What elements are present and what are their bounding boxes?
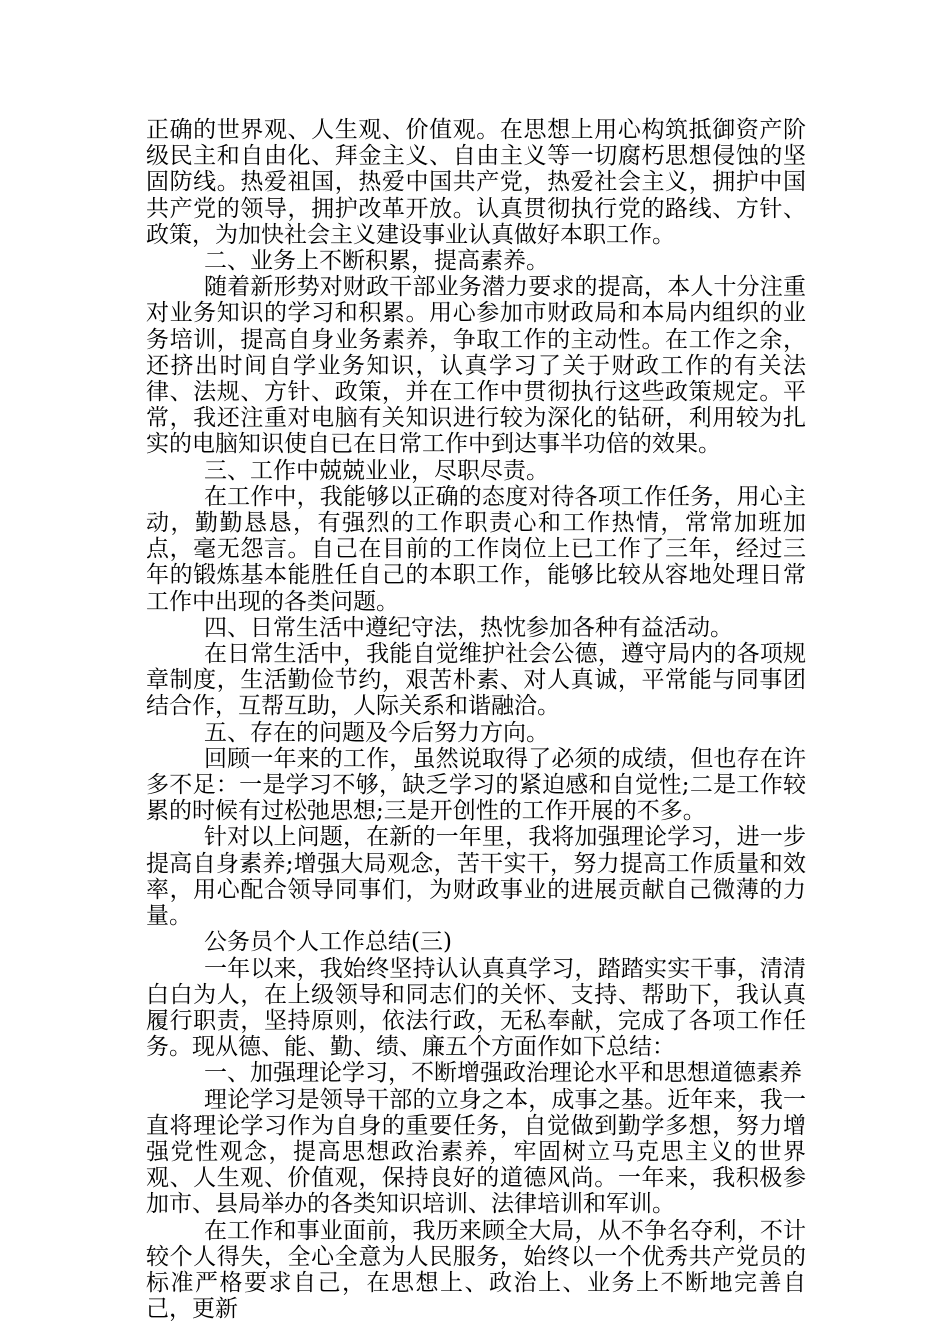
paragraph-7: 在日常生活中，我能自觉维护社会公德，遵守局内的各项规章制度，生活勤俭节约，艰苦朴素、对人真诚，平常能与同事团结合作，互帮互助，人际关系和谐融洽。	[146, 641, 806, 720]
paragraph-15: 在工作和事业面前，我历来顾全大局，从不争名夺利，不计较个人得失，全心全意为人民服务，始终以一个优秀共产党员的标准严格要求自己，在思想上、政治上、业务上不断地完善自己，更新	[146, 1217, 806, 1323]
paragraph-14: 理论学习是领导干部的立身之本，成事之基。近年来，我一直将理论学习作为自身的重要任务，自觉做到勤学多想，努力增强党性观念，提高思想政治素养，牢固树立马克思主义的世界观、人生观、价值观，保持良好的道德风尚。一年来，我积极参加市、县局举办的各类知识培训、法律培训和军训。	[146, 1086, 806, 1218]
section-heading-1: 一、加强理论学习，不断增强政治理论水平和思想道德素养	[204, 1060, 802, 1087]
paragraph-10: 针对以上问题，在新的一年里，我将加强理论学习，进一步提高自身素养;增强大局观念，苦干实干，努力提高工作质量和效率，用心配合领导同事们，为财政事业的进展贡献自己微薄的力量。	[146, 824, 806, 930]
paragraph-5: 在工作中，我能够以正确的态度对待各项工作任务，用心主动，勤勤恳恳，有强烈的工作职责心和工作热情，常常加班加点，毫无怨言。自己在目前的工作岗位上已工作了三年，经过三年的锻炼基本能胜任自己的本职工作，能够比较从容地处理日常工作中出现的各类问题。	[146, 483, 806, 615]
section-heading-5: 五、存在的问题及今后努力方向。	[204, 719, 549, 746]
section-heading-3: 三、工作中兢兢业业，尽职尽责。	[204, 457, 549, 484]
paragraph-12: 一年以来，我始终坚持认认真真学习，踏踏实实干事，清清白白为人，在上级领导和同志们的关怀、支持、帮助下，我认真履行职责，坚持原则，依法行政，无私奉献，完成了各项工作任务。现从德、能、勤、绩、廉五个方面作如下总结：	[146, 955, 806, 1061]
paragraph-3: 随着新形势对财政干部业务潜力要求的提高，本人十分注重对业务知识的学习和积累。用心参加市财政局和本局内组织的业务培训，提高自身业务素养，争取工作的主动性。在工作之余，还挤出时间自学业务知识，认真学习了关于财政工作的有关法律、法规、方针、政策，并在工作中贯彻执行这些政策规定。平常，我还注重对电脑有关知识进行较为深化的钻研，利用较为扎实的电脑知识使自已在日常工作中到达事半功倍的效果。	[146, 274, 806, 458]
paragraph-9: 回顾一年来的工作，虽然说取得了必须的成绩，但也存在许多不足：一是学习不够，缺乏学习的紧迫感和自觉性;二是工作较累的时候有过松弛思想;三是开创性的工作开展的不多。	[146, 745, 806, 825]
document-subtitle: 公务员个人工作总结(三)	[204, 929, 452, 956]
paragraph-1: 正确的世界观、人生观、价值观。在思想上用心构筑抵御资产阶级民主和自由化、拜金主义、自由主义等一切腐朽思想侵蚀的坚固防线。热爱祖国，热爱中国共产党，热爱社会主义，拥护中国共产党的领导，拥护改革开放。认真贯彻执行党的路线、方针、政策，为加快社会主义建设事业认真做好本职工作。	[146, 117, 806, 248]
document-body	[146, 117, 806, 1322]
section-heading-2: 二、业务上不断积累，提高素养。	[204, 248, 549, 275]
section-heading-4: 四、日常生活中遵纪守法，热忱参加各种有益活动。	[204, 614, 733, 641]
